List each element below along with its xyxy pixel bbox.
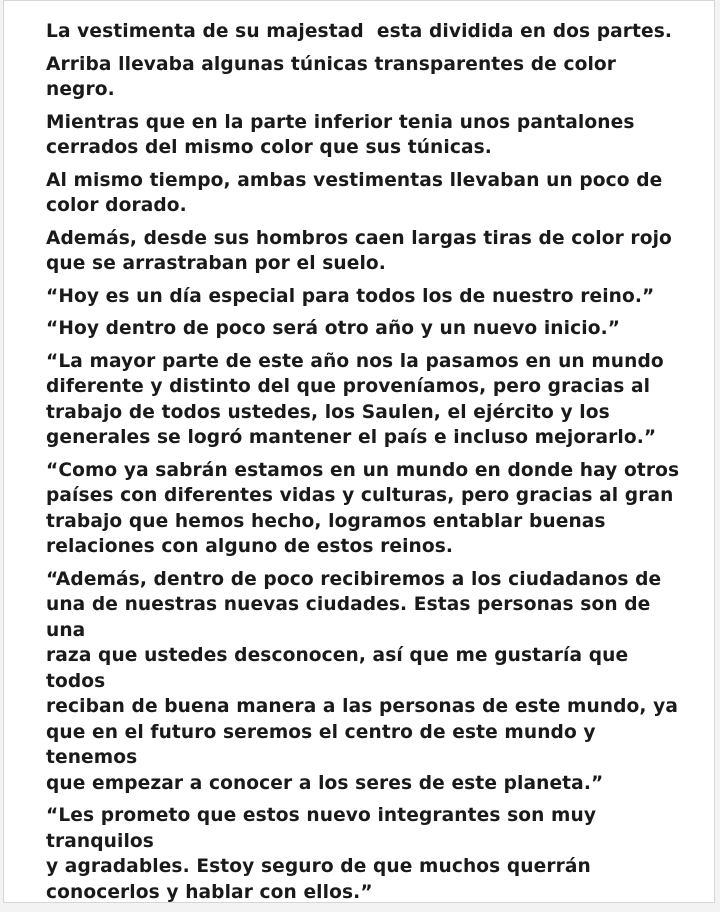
paragraph: Al mismo tiempo, ambas vestimentas llevaban un poco de color dorado. [46,169,663,216]
paragraph: “Además, dentro de poco recibiremos a los ciudadanos de una de nuestras nuevas ciudades. Estas personas son de una raza que ustedes desconocen, así que me gustaría que todos reciban de buena manera a las personas de este mundo, ya que en el futuro seremos el centro de este mundo y tenemos que empezar a conocer a los seres de este planeta.” [46,568,679,794]
paragraph: “La mayor parte de este año nos la pasamos en un mundo diferente y distinto del que proveníamos, pero gracias al trabajo de todos ustedes, los Saulen, el ejército y los generales se logró mantener el país e incluso mejorarlo.” [46,350,664,448]
document-page [3,0,715,903]
paragraph: Además, desde sus hombros caen largas tiras de color rojo que se arrastraban por el suelo. [46,227,672,274]
document-body [46,19,686,912]
paragraph: “Hoy dentro de poco será otro año y un nuevo inicio.” [46,318,621,339]
paragraph: La vestimenta de su majestad esta dividida en dos partes. [46,21,673,42]
paragraph: “Hoy es un día especial para todos los de nuestro reino.” [46,285,655,307]
paragraph: Arriba llevaba algunas túnicas transparentes de color negro. [46,53,623,100]
paragraph: “Les prometo que estos nuevo integrantes son muy tranquilos y agradables. Estoy seguro de que muchos querrán conocerlos y hablar con ellos.” [46,805,597,903]
paragraph: Mientras que en la parte inferior tenia unos pantalones cerrados del mismo color que sus túnicas. [46,111,635,158]
paragraph: “Como ya sabrán estamos en un mundo en donde hay otros países con diferentes vidas y culturas, pero gracias al gran trabajo que hemos hecho, logramos entablar buenas relaciones con alguno de estos reinos. [46,459,680,557]
